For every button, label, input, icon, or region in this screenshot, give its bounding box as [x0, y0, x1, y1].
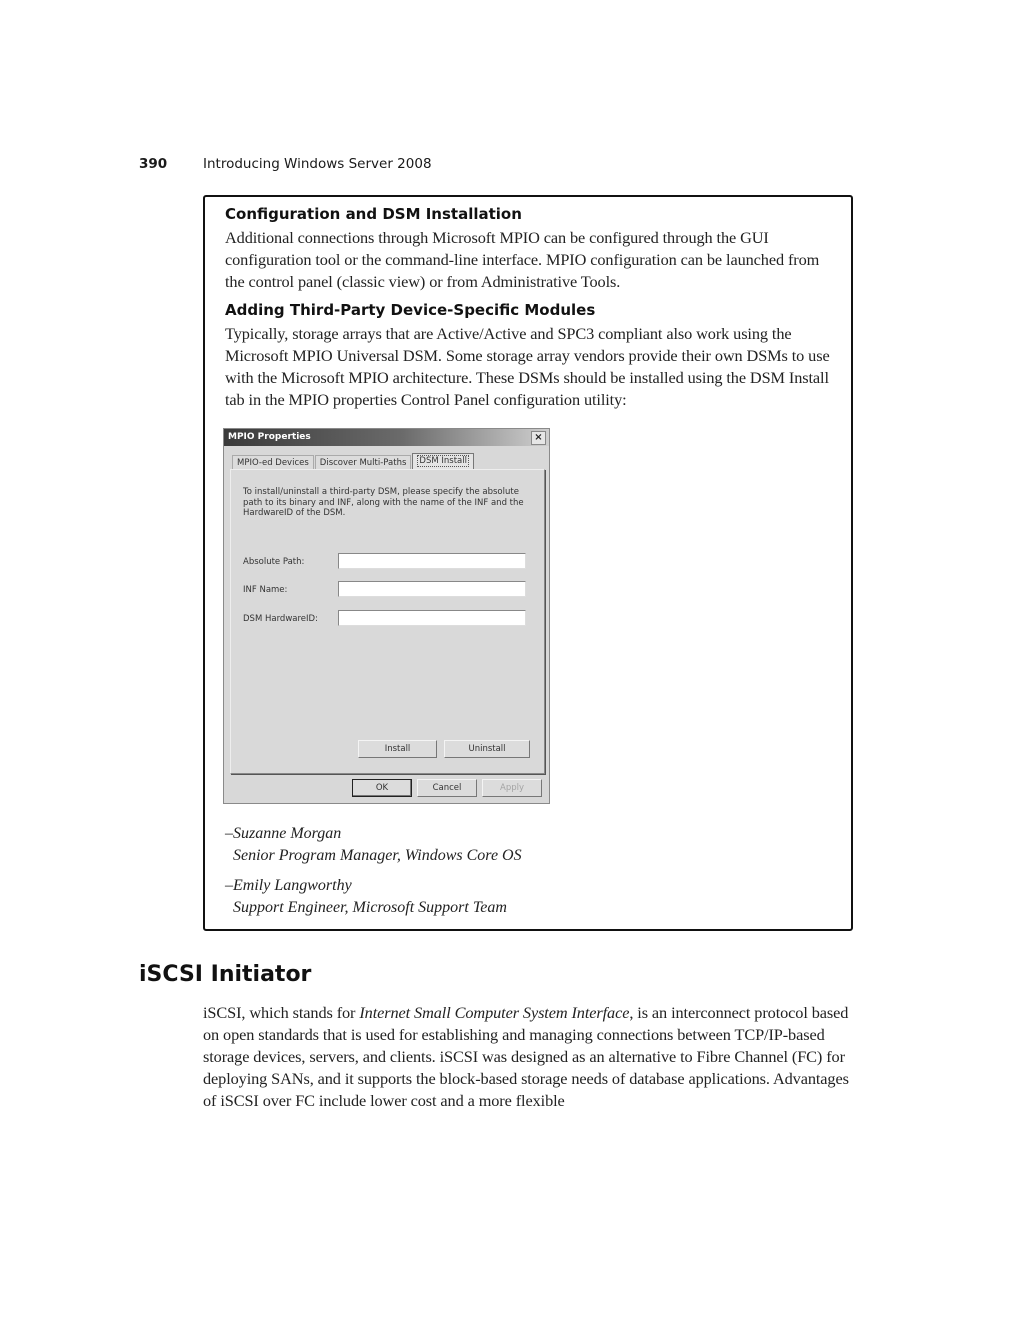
book-title: Introducing Windows Server 2008 — [203, 156, 432, 172]
dialog-tabs — [232, 453, 475, 469]
install-button[interactable]: Install — [358, 740, 437, 758]
uninstall-button[interactable]: Uninstall — [444, 740, 530, 758]
sidebar-heading-third-party: Adding Third-Party Device-Specific Modules — [225, 301, 596, 319]
dialog-title-bar — [224, 429, 549, 446]
paragraph-text: iSCSI, which stands for — [203, 1003, 360, 1022]
cancel-button[interactable]: Cancel — [417, 779, 477, 797]
tab-label: DSM Install — [419, 456, 467, 466]
apply-button[interactable]: Apply — [482, 779, 542, 797]
attribution-morgan — [225, 823, 522, 867]
dsm-hardwareid-label: DSM HardwareID: — [243, 614, 318, 624]
sidebar-paragraph-third-party: Typically, storage arrays that are Active/Active and SPC3 compliant also work using the Microsoft MPIO Universal DSM. Some storage array vendors provide their own DSMs to use with the Microsoft MPIO architecture. These DSMs should be installed using the DSM Install tab in the MPIO properties Control Panel configuration utility: — [225, 324, 830, 409]
page-number: 390 — [139, 156, 168, 172]
attribution-langworthy — [225, 875, 507, 919]
attribution-name: –Suzanne Morgan — [225, 825, 342, 842]
absolute-path-input[interactable] — [338, 553, 526, 569]
tab-discover-multi-paths[interactable] — [315, 455, 412, 470]
tab-dsm-install[interactable] — [412, 453, 474, 470]
close-icon[interactable]: × — [531, 431, 546, 445]
inf-name-input[interactable] — [338, 581, 526, 597]
tab-label: MPIO-ed Devices — [237, 458, 309, 468]
attribution-title: Support Engineer, Microsoft Support Team — [233, 899, 507, 916]
sidebar-paragraph-config: Additional connections through Microsoft MPIO can be configured through the GUI configuration tool or the command-line interface. MPIO configuration can be launched from the control panel (classic view) or from Administrative Tools. — [225, 228, 820, 291]
attribution-title: Senior Program Manager, Windows Core OS — [233, 847, 522, 864]
absolute-path-label: Absolute Path: — [243, 557, 305, 567]
dsm-install-panel — [230, 469, 545, 774]
section-heading: iSCSI Initiator — [139, 962, 312, 987]
inf-name-label: INF Name: — [243, 585, 288, 595]
dialog-title: MPIO Properties — [228, 432, 311, 442]
section-paragraph — [203, 1002, 853, 1112]
tab-label: Discover Multi-Paths — [319, 458, 407, 468]
paragraph-text: , is an interconnect protocol based on open standards that is used for establishing and managing connections between TCP/IP-based storage devices, servers, and clients. iSCSI was designed as an alternative to Fibre Channel (FC) for deploying SANs, and it supports the block-based storage needs of database applications. Advantages of iSCSI over FC include lower cost and a more flexible — [203, 1003, 849, 1110]
dsm-install-description: To install/uninstall a third-party DSM, please specify the absolute path to its binary and INF, along with the name of the INF and the HardwareID of the DSM. — [243, 487, 524, 518]
mpio-properties-dialog — [223, 428, 550, 804]
tab-mpio-ed-devices[interactable] — [232, 455, 314, 470]
sidebar-heading-config: Configuration and DSM Installation — [225, 205, 522, 223]
paragraph-italic-term: Internet Small Computer System Interface — [359, 1003, 630, 1022]
running-head — [139, 156, 432, 172]
dsm-hardwareid-input[interactable] — [338, 610, 526, 626]
ok-button[interactable]: OK — [352, 779, 412, 797]
attribution-name: –Emily Langworthy — [225, 877, 352, 894]
